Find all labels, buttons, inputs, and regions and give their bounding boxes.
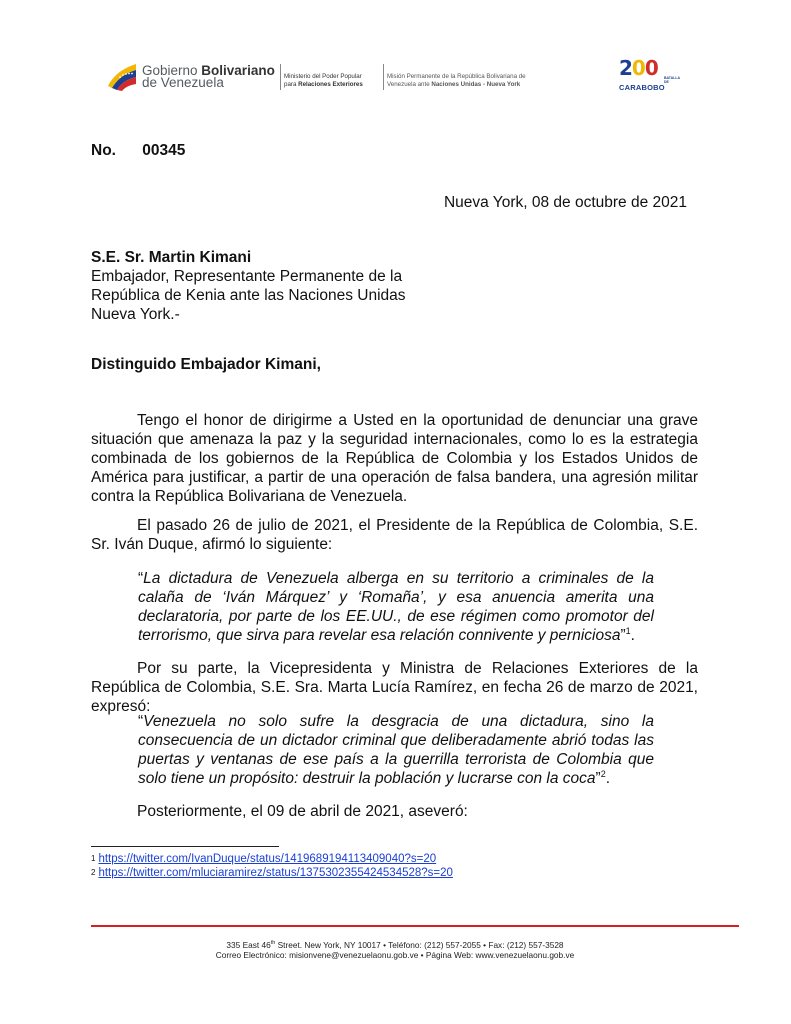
body-paragraph: Tengo el honor de dirigirme a Usted en la oportunidad de denunciar una grave situación que amenaza la paz y la seguridad internacionales, como lo es la estrategia combinada de los gobiernos de la República de Colombia y los Estados Unidos de América para justificar, a partir de una operación de falsa bandera, una agresión militar contra la República Bolivariana de Venezuela. <box>91 412 698 505</box>
addressee-line: Nueva York.- <box>91 306 180 323</box>
body-paragraph: Por su parte, la Vicepresidenta y Ministra de Relaciones Exteriores de la República de Colombia, S.E. Sra. Marta Lucía Ramírez, en fecha 26 de marzo de 2021, expresó: <box>91 660 698 715</box>
footnote-reference[interactable]: 1 <box>625 625 631 636</box>
bicentenario-subtitle: BATALLA DE <box>664 76 681 84</box>
footnote-reference[interactable]: 2 <box>600 768 606 779</box>
addressee-name: S.E. Sr. Martin Kimani <box>91 249 252 266</box>
footer-address: 335 East 46th Street. New York, NY 10017 • Teléfono: (212) 557-2055 • Fax: (212) 557-3528 <box>226 940 564 950</box>
date-line: Nueva York, 08 de octubre de 2021 <box>443 194 687 211</box>
header-divider <box>383 64 384 90</box>
footnote: $^2$ https://twitter.com/mluciaramirez/status/1375302355424534528?s=20 <box>91 867 453 879</box>
ministry-label: Ministerio del Poder Popular para Relaciones Exteriores <box>284 73 363 88</box>
mission-label: Misión Permanente de la República Bolivariana de Venezuela ante Naciones Unidas - Nueva York <box>387 73 526 88</box>
gobierno-bolivariano-wordmark: Gobierno Bolivariano de Venezuela <box>142 63 275 90</box>
document-number: No. 00345 <box>91 142 186 159</box>
footnote-link[interactable]: https://twitter.com/IvanDuque/status/1419689194113409040?s=20 <box>98 853 437 865</box>
bicentenario-carabobo-logo <box>618 56 681 94</box>
footnote-divider <box>91 846 279 847</box>
footnote-link[interactable]: https://twitter.com/mluciaramirez/status/1375302355424534528?s=20 <box>98 867 453 879</box>
quotation: “Venezuela no solo sufre la desgracia de una dictadura, sino la consecuencia de un dictador criminal que deliberadamente abrió todas las puertas y ventanas de ese país a la guerrilla terrorista de Colombia que solo tiene un propósito: destruir la población y lucrarse con la coca”$^2$. <box>138 713 654 787</box>
header-divider <box>280 64 281 90</box>
footnote: $^1$ https://twitter.com/IvanDuque/status/1419689194113409040?s=20 <box>91 853 437 865</box>
addressee-line: Embajador, Representante Permanente de la <box>91 268 403 285</box>
footer-divider <box>91 925 739 927</box>
salutation: Distinguido Embajador Kimani, <box>91 356 321 373</box>
bicentenario-number: 200 <box>619 56 658 80</box>
addressee-block <box>91 248 406 324</box>
footer-contact: Correo Electrónico: misionvene@venezuelaonu.gob.ve • Página Web: www.venezuelaonu.gob.ve <box>215 950 575 960</box>
quotation: “La dictadura de Venezuela alberga en su territorio a criminales de la calaña de ‘Iván Márquez’ y ‘Romaña’, y esa anuencia amerita una declaratoria, por parte de los EE.UU., de ese régimen como promotor del terrorismo, que sirva para revelar esa relación connivente y perniciosa”$^1$. <box>138 570 654 644</box>
venezuela-flag-stars-icon <box>106 60 138 92</box>
letterhead <box>106 56 681 96</box>
bicentenario-name: CARABOBO <box>619 83 665 92</box>
body-paragraph: Posteriormente, el 09 de abril de 2021, aseveró: <box>137 803 468 820</box>
body-paragraph: El pasado 26 de julio de 2021, el Presidente de la República de Colombia, S.E. Sr. Iván Duque, afirmó lo siguiente: <box>91 517 698 553</box>
addressee-line: República de Kenia ante las Naciones Unidas <box>91 287 406 304</box>
gobierno-bolivariano-logo <box>106 56 286 96</box>
